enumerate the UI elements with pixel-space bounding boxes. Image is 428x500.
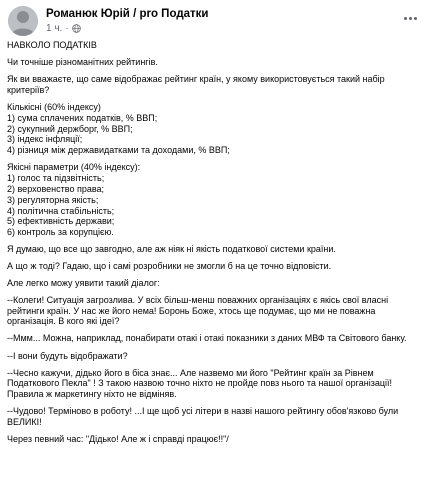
meta-separator: · — [65, 23, 69, 34]
post-paragraph: --Ммм... Можна, наприклад, понабирати отакі і отакі показники з даних МВФ та Світового банку. — [7, 333, 407, 344]
post-paragraph: Я думаю, що все що завгодно, але аж ніяк ні якість податкової системи країни. — [7, 244, 336, 255]
post-paragraph: Чи точніше різноманітних рейтингів. — [7, 57, 158, 68]
post-paragraph: --Чудово! Терміново в роботу! ...І ще щоб усі літери в назві нашого рейтингу обов'язково були ВЕЛИКІ! — [7, 406, 399, 428]
post-paragraph: Як ви вважаєте, що саме відображає рейтинг країн, у якому використовується такий набір критеріїв? — [7, 74, 385, 95]
post-paragraph: Якісні параметри (40% індексу): 1) голос та підзвітність; 2) верховенство права; 3) регуляторна якість; 4) політична стабільність; 5) ефективність держави; 6) контроль за корупцією. — [7, 162, 141, 238]
bottom-fade — [0, 492, 428, 500]
post-paragraph: Кількісні (60% індексу) 1) сума сплачених податків, % ВВП; 2) сукупний держборг, % ВВП; 3) індекс інфляції; 4) різниця між державидатками та доходами, % ВВП; — [7, 102, 230, 156]
post-paragraph: Але легко можу уявити такий діалог: — [7, 278, 160, 289]
post-time[interactable]: 1 ч. — [46, 23, 63, 34]
post-paragraph: --Чесно кажучи, дідько його в бісa знає... Але назвемо ми його "Рейтинг країн за Рівнем Податкового Пекла" ! З такою назвою точно ніхто не пройде повз нього та нашої організації! Правила ж маркетингу ніхто не відміняв. — [7, 367, 393, 400]
person-silhouette-icon — [8, 6, 38, 36]
author-name[interactable]: Романюк Юрій / pro Податки — [46, 8, 209, 20]
post-paragraph: А що ж тоді? Гадаю, що і самі розробники не змогли б на це точно відповісти. — [7, 261, 332, 272]
post-paragraph: Через певний час: "Дідько! Але ж і справді працює!!"/ — [7, 434, 229, 445]
post-meta — [46, 23, 81, 34]
more-options-icon[interactable] — [400, 12, 420, 24]
post-title: НАВКОЛО ПОДАТКІВ — [7, 40, 97, 50]
post-body — [7, 40, 420, 451]
author-avatar[interactable] — [8, 6, 38, 36]
post-header — [8, 6, 420, 36]
post-paragraph: --І вони будуть відображати? — [7, 350, 128, 361]
globe-icon[interactable] — [72, 24, 81, 33]
post-paragraph: --Колеги! Ситуація загрозлива. У всіх більш-менш поважних організаціях є якісь свої власні рейтинги країн. У нас же його нема! Боронь Боже, хтось ще подумає, що ми не поважна організація. В кого які ідеї? — [7, 294, 389, 327]
